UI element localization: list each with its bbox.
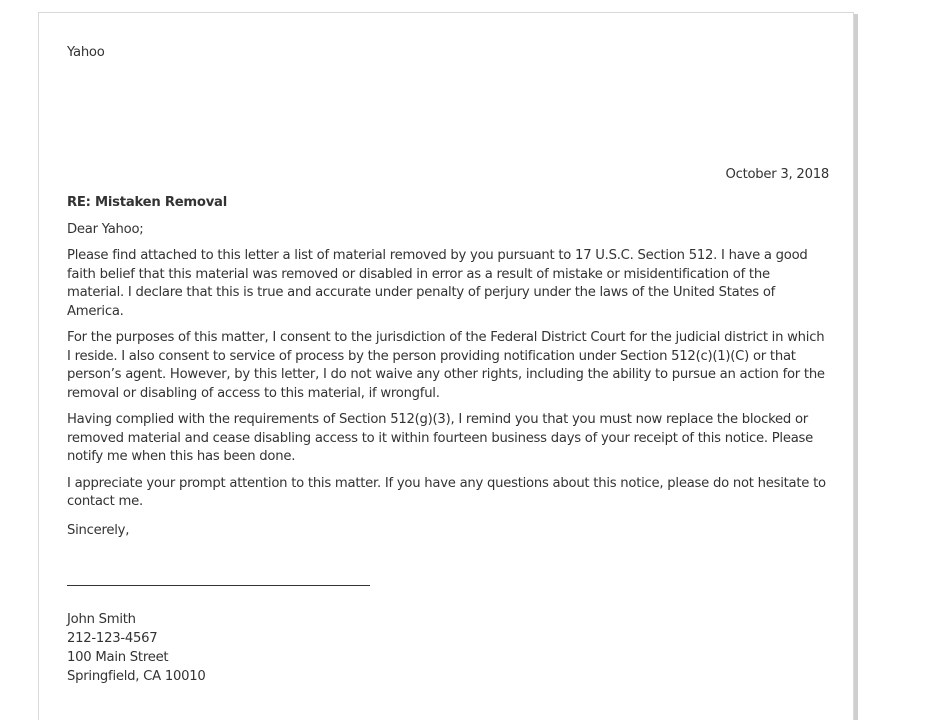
body-paragraph-3: Having complied with the requirements of Section 512(g)(3), I remind you that you must now replace the blocked or removed material and cease disabling access to it within fourteen business days of your receipt of this notice. Please notify me when this has been done. xyxy=(67,412,814,464)
signer-street: 100 Main Street xyxy=(67,649,169,665)
body-paragraph-4: I appreciate your prompt attention to this matter. If you have any questions about this notice, please do not hesitate to contact me. xyxy=(67,475,826,509)
letter-subject: RE: Mistaken Removal xyxy=(67,195,227,210)
recipient-name: Yahoo xyxy=(67,45,105,60)
letter-date: October 3, 2018 xyxy=(725,167,829,182)
body-paragraph-2: For the purposes of this matter, I consent to the jurisdiction of the Federal District Court for the judicial district in which I reside. I also consent to service of process by the person providing notification under Section 512(c)(1)(C) or that person’s agent. However, by this letter, I do not waive any other rights, including the ability to pursue an action for the removal or disabling of access to this material, if wrongful. xyxy=(67,330,825,401)
letter-page xyxy=(38,12,854,720)
letter-content xyxy=(67,43,829,686)
signer-city-state-zip: Springfield, CA 10010 xyxy=(67,668,206,684)
signature-line xyxy=(67,585,370,586)
body-paragraph-1: Please find attached to this letter a list of material removed by you pursuant to 17 U.S.C. Section 512. I have a good faith belief that this material was removed or disabled in error as a result of mistake or misidentification of the material. I declare that this is true and accurate under penalty of perjury under the laws of the United States of America. xyxy=(67,248,808,319)
letter-greeting: Dear Yahoo; xyxy=(67,222,144,237)
signature-block xyxy=(67,610,829,686)
signer-phone: 212-123-4567 xyxy=(67,630,158,646)
signer-name: John Smith xyxy=(67,611,136,627)
letter-closing: Sincerely, xyxy=(67,522,130,538)
